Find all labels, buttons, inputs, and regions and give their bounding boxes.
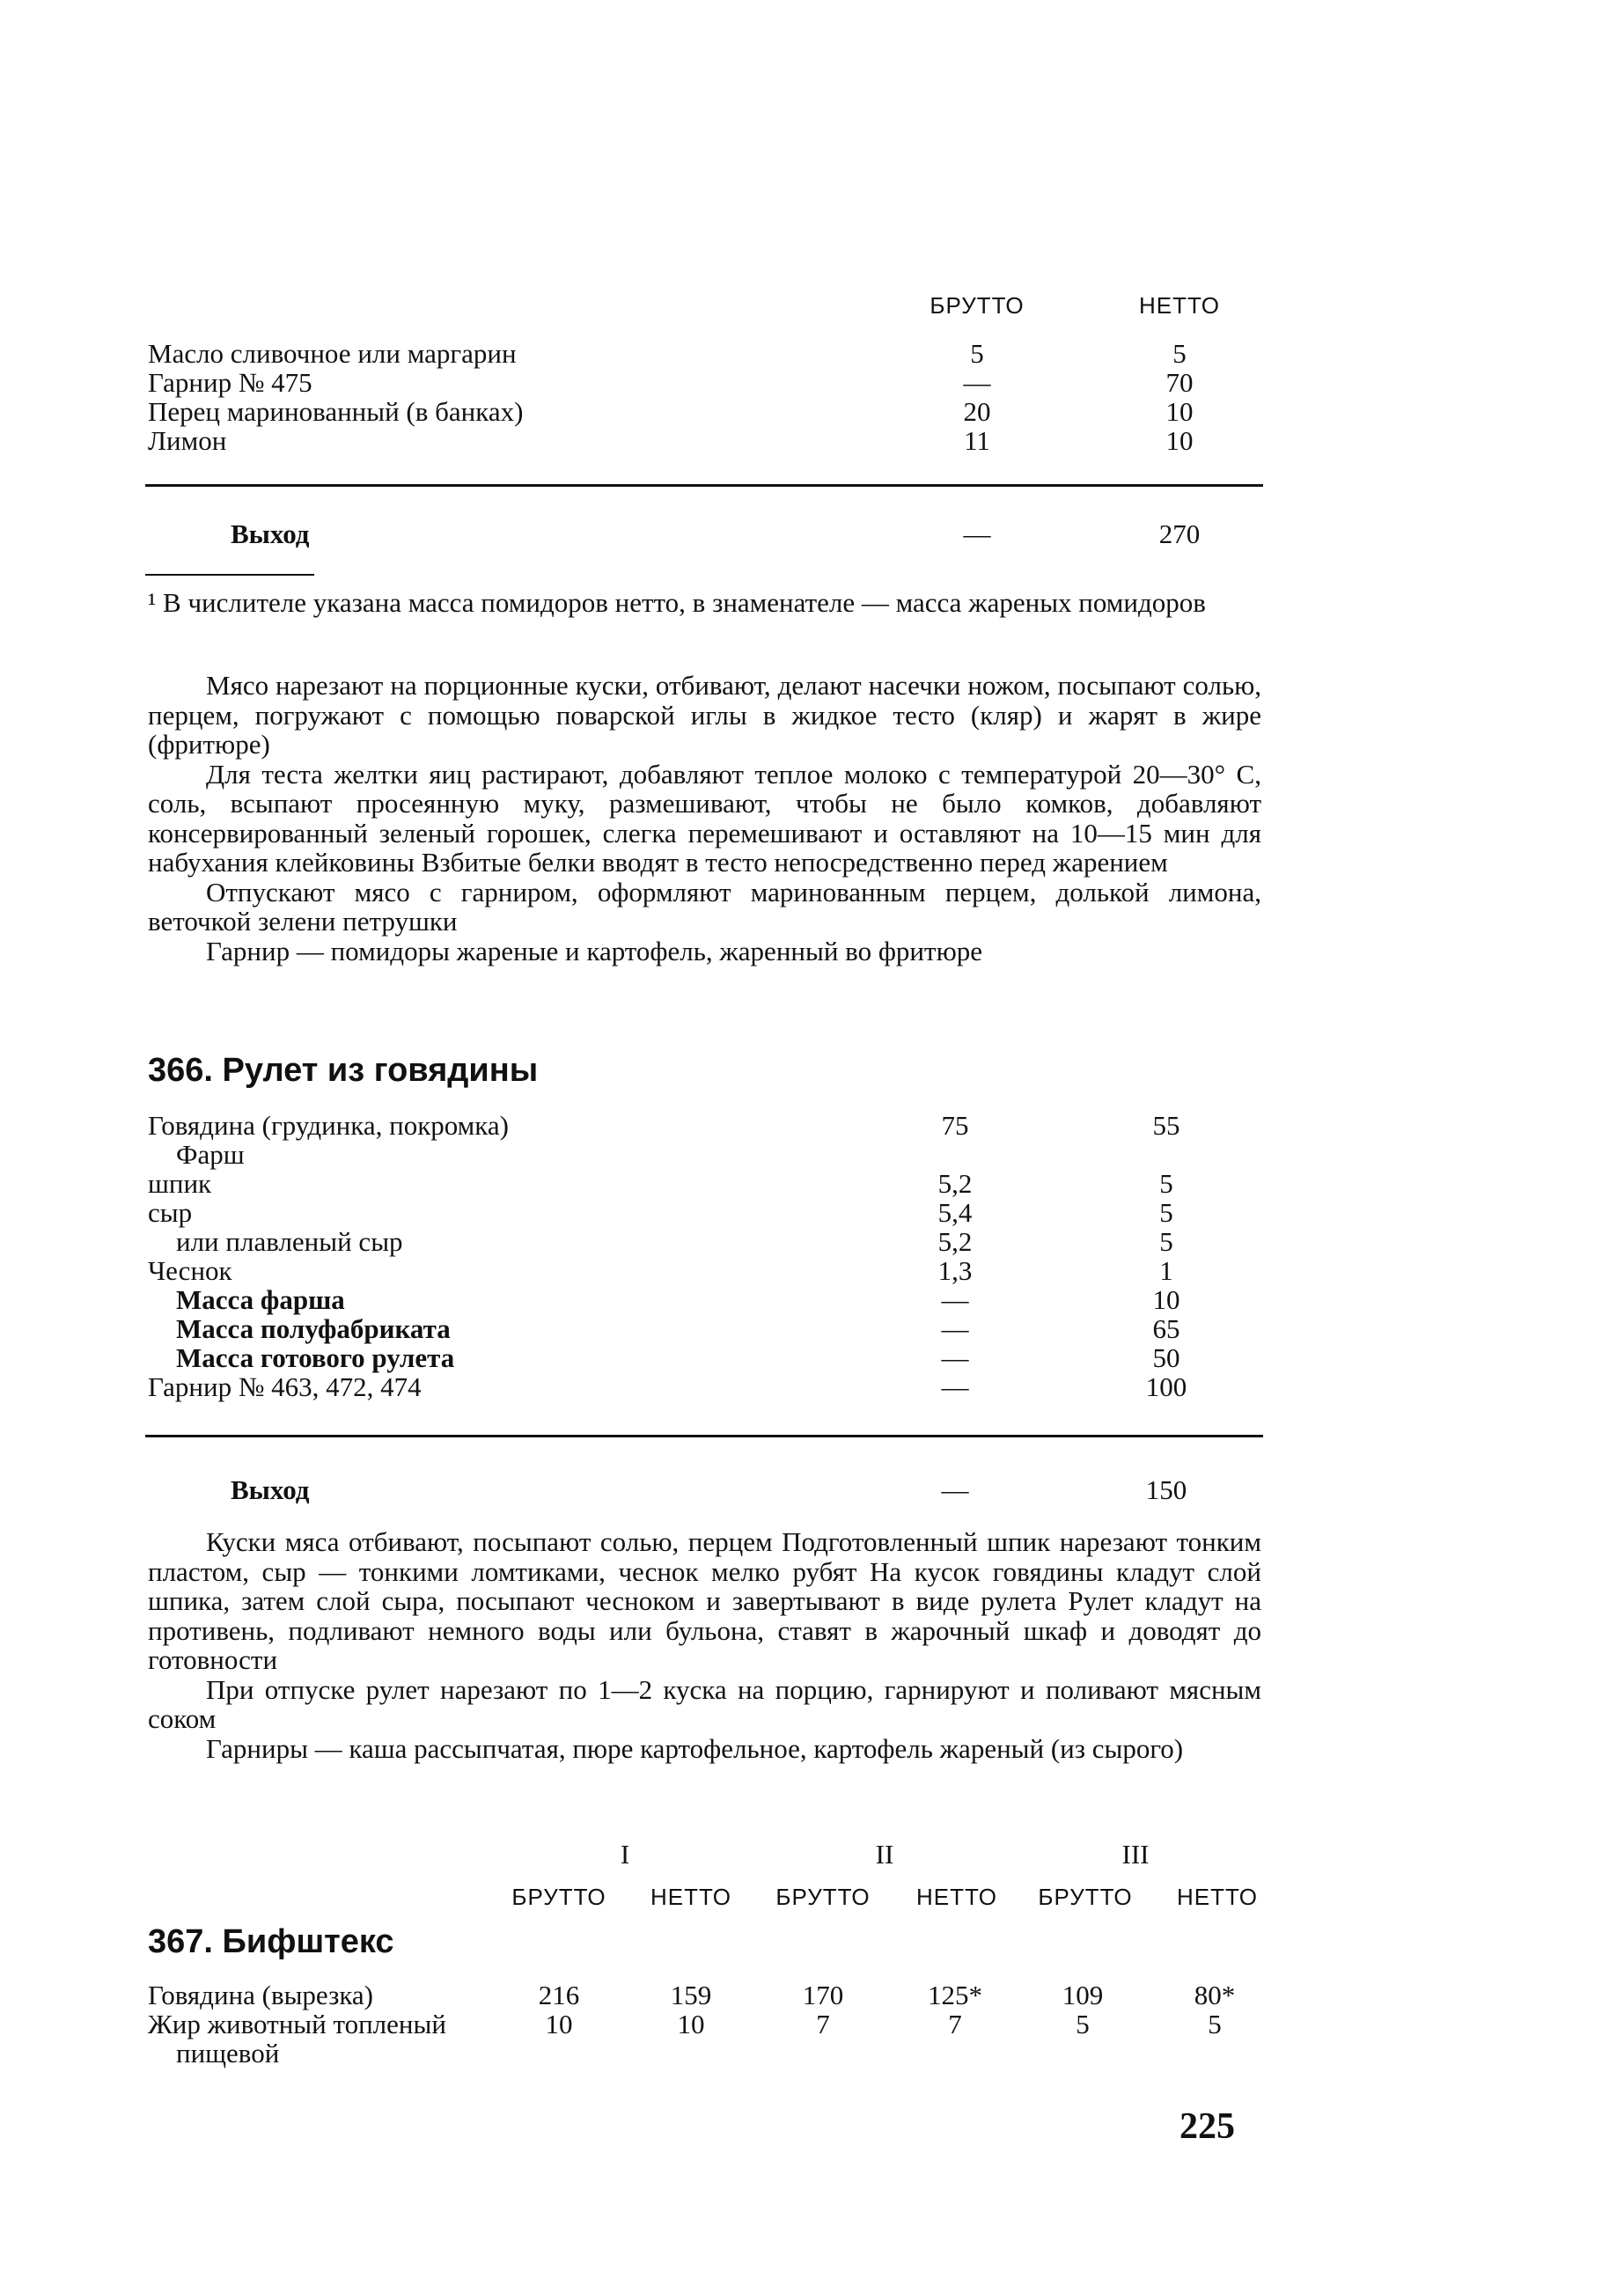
ingredient-netto: 1: [1159, 1255, 1173, 1286]
ingredient-brutto: 5,4: [937, 1197, 973, 1228]
method-paragraph: Отпускают мясо с гарниром, оформляют маринованным перцем, долькой лимона, веточкой зелени петрушки: [148, 876, 1261, 937]
yield-brutto: —: [941, 1474, 969, 1505]
col-header-netto: НЕТТО: [1139, 292, 1220, 319]
col-header-brutto: БРУТТО: [930, 292, 1025, 319]
ingredient-name: Масса полуфабриката: [176, 1313, 451, 1344]
page-number: 225: [1179, 2106, 1235, 2147]
ingredient-name: Гарнир № 463, 472, 474: [148, 1371, 422, 1402]
ingredient-name: Фарш: [176, 1139, 245, 1170]
ingredient-brutto: 11: [964, 425, 990, 456]
ingredient-name: Масло сливочное или маргарин: [148, 338, 517, 369]
ingredient-brutto: 20: [963, 396, 991, 427]
ingredient-brutto: —: [963, 367, 991, 398]
ingredient-name-cont: пищевой: [176, 2038, 280, 2069]
yield-netto: 270: [1158, 518, 1201, 549]
ingredient-value: 10: [545, 2009, 573, 2039]
ingredient-brutto: 75: [941, 1110, 969, 1141]
ingredient-name: Перец маринованный (в банках): [148, 396, 524, 427]
footnote-rule: [145, 574, 314, 576]
ingredient-netto: 50: [1152, 1342, 1180, 1373]
yield-brutto: —: [963, 518, 991, 549]
col-header-brutto: БРУТТО: [775, 1884, 871, 1910]
ingredient-value: 109: [1062, 1980, 1104, 2010]
method-paragraph: Гарнир — помидоры жареные и картофель, жаренный во фритюре: [206, 935, 982, 966]
ingredient-name: сыр: [148, 1197, 193, 1228]
ingredient-brutto: 5,2: [937, 1168, 973, 1199]
yield-netto: 150: [1145, 1474, 1187, 1505]
ingredient-name: Чеснок: [148, 1255, 232, 1286]
method-paragraph: Мясо нарезают на порционные куски, отбивают, делают насечки ножом, посыпают солью, перцем, погружают с помощью поварской иглы в жидкое тесто (кляр) и жарят в жире (фритюре): [148, 670, 1261, 760]
table-divider: [145, 484, 1263, 487]
ingredient-brutto: 1,3: [937, 1255, 973, 1286]
ingredient-value: 5: [1208, 2009, 1222, 2039]
recipe-365-method: [148, 671, 1261, 966]
ingredient-name: Говядина (грудинка, покромка): [148, 1110, 509, 1141]
portion-group-label: III: [1121, 1839, 1150, 1870]
recipe-366-title: 366. Рулет из говядины: [148, 1052, 539, 1089]
ingredient-brutto: 5: [970, 338, 984, 369]
ingredient-name: Масса готового рулета: [176, 1342, 455, 1373]
ingredient-value: 7: [948, 2009, 962, 2039]
ingredient-brutto: 5,2: [937, 1226, 973, 1257]
ingredient-netto: 55: [1152, 1110, 1180, 1141]
ingredient-value: 216: [538, 1980, 580, 2010]
ingredient-value: 5: [1076, 2009, 1090, 2039]
method-paragraph: При отпуске рулет нарезают по 1—2 куска на порцию, гарнируют и поливают мясным соком: [148, 1673, 1261, 1734]
col-header-netto: НЕТТО: [1177, 1884, 1258, 1910]
ingredient-netto: 5: [1159, 1197, 1173, 1228]
ingredient-name: Лимон: [148, 425, 227, 456]
ingredient-value: 10: [677, 2009, 705, 2039]
yield-label: Выход: [231, 518, 310, 549]
portion-group-label: II: [875, 1839, 894, 1870]
col-header-netto: НЕТТО: [650, 1884, 731, 1910]
ingredient-name: Говядина (вырезка): [148, 1980, 373, 2010]
ingredient-name: Жир животный топленый: [148, 2009, 446, 2039]
ingredient-name: шпик: [148, 1168, 212, 1199]
ingredient-value: 159: [670, 1980, 712, 2010]
ingredient-netto: 100: [1145, 1371, 1187, 1402]
method-paragraph: Гарниры — каша рассыпчатая, пюре картофельное, картофель жареный (из сырого): [206, 1732, 1184, 1764]
ingredient-brutto: —: [941, 1284, 969, 1315]
ingredient-value: 170: [802, 1980, 844, 2010]
method-paragraph: Для теста желтки яиц растирают, добавляют теплое молоко с температурой 20—30° С, соль, всыпают просеянную муку, размешивают, чтобы не было комков, добавляют консервированный зеленый горошек, слегка перемешивают и оставляют на 10—15 мин для набухания клейковины Взбитые белки вводят в тесто непосредственно перед жарением: [148, 758, 1261, 878]
ingredient-netto: 65: [1152, 1313, 1180, 1344]
ingredient-brutto: —: [941, 1313, 969, 1344]
col-header-brutto: БРУТТО: [511, 1884, 606, 1910]
recipe-366-method: [148, 1527, 1261, 1763]
ingredient-netto: 10: [1165, 425, 1194, 456]
ingredient-name: или плавленый сыр: [176, 1226, 403, 1257]
recipe-367-title: 367. Бифштекс: [148, 1923, 394, 1960]
yield-label: Выход: [231, 1474, 310, 1505]
col-header-netto: НЕТТО: [916, 1884, 997, 1910]
ingredient-name: Масса фарша: [176, 1284, 345, 1315]
table-divider: [145, 1435, 1263, 1437]
method-paragraph: Куски мяса отбивают, посыпают солью, перцем Подготовленный шпик нарезают тонким пластом, сыр — тонкими ломтиками, чеснок мелко рубят На кусок говядины кладут слой шпика, затем слой сыра, посыпают чесноком и завертывают в виде рулета Рулет кладут на противень, подливают немного воды или бульона, ставят в жарочный шкаф и доводят до готовности: [148, 1526, 1261, 1675]
ingredient-netto: 5: [1172, 338, 1187, 369]
ingredient-netto: 10: [1165, 396, 1194, 427]
ingredient-value: 80*: [1194, 1980, 1236, 2010]
ingredient-netto: 70: [1165, 367, 1194, 398]
ingredient-value: 7: [816, 2009, 830, 2039]
ingredient-netto: 10: [1152, 1284, 1180, 1315]
ingredient-name: Гарнир № 475: [148, 367, 312, 398]
footnote: ¹ В числителе указана масса помидоров нетто, в знаменателе — масса жареных помидоров: [148, 587, 1206, 618]
col-header-brutto: БРУТТО: [1038, 1884, 1133, 1910]
portion-group-label: I: [620, 1839, 630, 1870]
ingredient-value: 125*: [928, 1980, 982, 2010]
ingredient-netto: 5: [1159, 1226, 1173, 1257]
ingredient-brutto: —: [941, 1371, 969, 1402]
ingredient-netto: 5: [1159, 1168, 1173, 1199]
ingredient-brutto: —: [941, 1342, 969, 1373]
